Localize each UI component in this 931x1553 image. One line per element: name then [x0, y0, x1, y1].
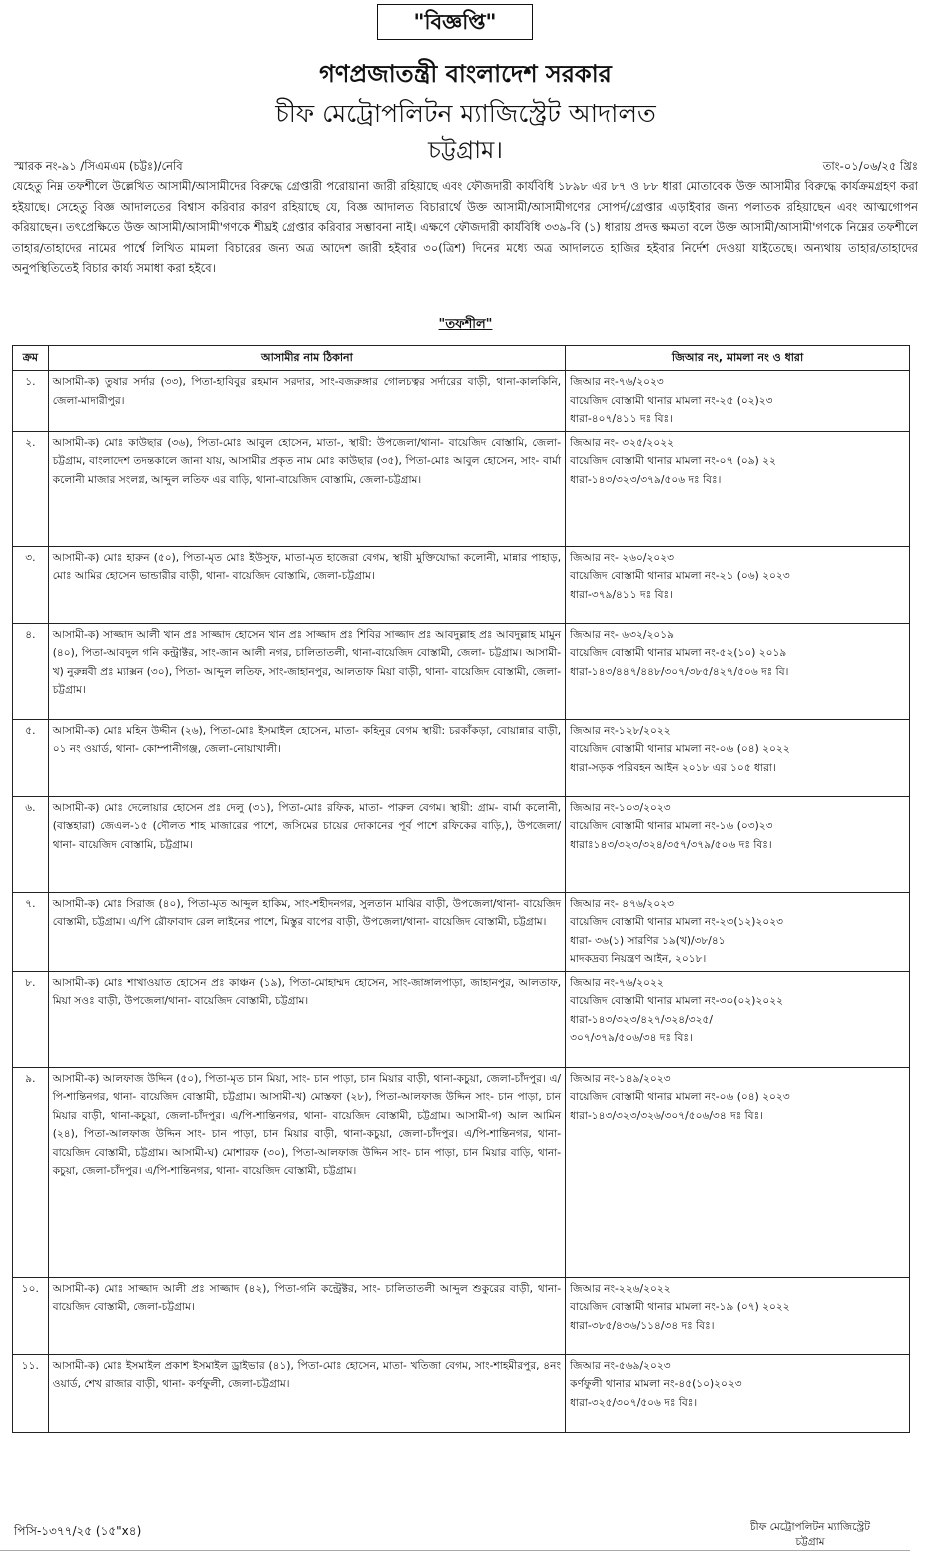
case-line: বায়েজিদ বোস্তামী থানার মামলা নং-০৬ (০৪) ২০২৩: [570, 1091, 790, 1103]
case-line: জিআর নং-১০৩/২০২৩: [570, 801, 671, 814]
case-line: বায়েজিদ বোস্তামী থানার মামলা নং-১৯ (০৭) ২০২২: [570, 1301, 790, 1313]
row-serial: ১০.: [13, 1277, 49, 1354]
row-serial: ১১.: [13, 1354, 49, 1432]
memo-date: তাং-০১/০৬/২৫ খ্রিঃ: [822, 159, 918, 173]
schedule-body: [13, 371, 910, 1433]
row-accused: আসামী-ক) মোঃ সিরাজ (৪০), পিতা-মৃত আব্দুল হাকিম, সাং-শহীদনগর, সুলতান মাঝির বাড়ী, উপজেলা/থানা- বায়েজিদ বোস্তামী, চট্টগ্রাম। এ/পি রৌফাবাদ রেল লাইনের পাশে, মিস্তুর বাপের বাড়ী, উপজেলা/থানা- বায়েজিদ বোস্তামী, চট্টগ্রাম।: [48, 892, 565, 971]
row-accused: আসামী-ক) মোঃ শাখাওয়াত হোসেন প্রঃ কাঞ্চন (১৯), পিতা-মোহাম্মদ হোসেন, সাং-জাঙ্গালপাড়া, জাহানপুর, আলতাফ, মিয়া সওঃ বাড়ী, উপজেলা/থানা- বায়েজিদ বোস্তামী, চট্টগ্রাম।: [48, 971, 565, 1067]
court-title: চীফ মেট্রোপলিটন ম্যাজিস্ট্রেট আদালত: [275, 99, 656, 128]
case-line: মাদকদ্রব্য নিয়ন্ত্রণ আইন, ২০১৮।: [570, 953, 707, 965]
row-accused: আসামী-ক) মোঃ কাউছার (৩৬), পিতা-মোঃ আবুল হোসেন, মাতা-, স্থায়ী: উপজেলা/থানা- বায়েজিদ বোস্তামি, জেলা-চট্টগ্রাম, বাংলাদেশ তদন্তকালে জানা যায়, আসামীর প্রকৃত নাম মোঃ কাউছার (৩৫), পিতা-মোঃ আবুল হোসেন, সাং- বার্মা কলোনী মাজার সংলগ্ন, আব্দুল লতিফ এর বাড়ি, থানা-বায়েজিদ বোস্তামি, জেলা-চট্টগ্রাম।: [48, 431, 565, 546]
row-accused: আসামী-ক) মোঃ দেলোয়ার হোসেন প্রঃ দেলু (৩১), পিতা-মোঃ রফিক, মাতা- পারুল বেগম। স্থায়ী: গ্রাম- বার্মা কলোনী, (বাস্তহারা) জেএল-১৫ (দৌলত শাহ মাজারের পাশে, জসিমের চায়ের দোকানের পূর্ব পাশে রফিকের বাড়ি,), উপজেলা/থানা- বায়েজিদ বোস্তামি, চট্টগ্রাম।: [48, 796, 565, 892]
case-line: জিআর নং-৭৬/২০২২: [570, 976, 664, 989]
table-row: [13, 719, 910, 796]
case-line: বায়েজিদ বোস্তামী থানার মামলা নং-০৭ (০৯) ২২: [570, 455, 776, 467]
signature-title: চীফ মেট্রোপলিটন ম্যাজিস্ট্রেট: [750, 1521, 870, 1533]
case-line: বায়েজিদ বোস্তামী থানার মামলা নং-৩০(০২)২০২২: [570, 995, 783, 1007]
case-line: জিআর নং-১২৮/২০২২: [570, 724, 671, 737]
case-line: জিআর নং-২২৬/২০২২: [570, 1282, 671, 1295]
case-line: ধারা-৩২৫/৩০৭/৫০৬ দঃ বিঃ।: [570, 1396, 698, 1409]
case-line: ধারা-১৪৩/৩২৩/৩৭৯/৫০৬ দঃ বিঃ।: [570, 473, 722, 486]
notice-body: যেহেতু নিম্ন তফশীলে উল্লেখিত আসামী/আসামীদের বিরুদ্ধে গ্রেপ্তারী পরোয়ানা জারী রহিয়াছে এবং ফৌজদারী কার্যবিধি ১৮৯৮ এর ৮৭ ও ৮৮ ধারা মোতাবেক উক্ত আসামীর বিরুদ্ধে কার্যক্রমগ্রহণ করা হইয়াছে। সেহেতু বিজ্ঞ আদালতের বিশ্বাস করিবার কারণ রহিয়াছে যে, বিজ্ঞ আদালত বিচারার্থে উক্ত আসামী/আসামীগণের সোপর্দ/গ্রেপ্তার এড়াইবার জন্য পলাতক রহিয়াছেন এবং আত্মগোপন করিয়াছেন। তৎপ্রেক্ষিতে উক্ত আসামী/আসামী'গণকে শীঘ্রই গ্রেপ্তার করিবার সম্ভাবনা নাই। এক্ষণে ফৌজদারী কার্যবিধি ৩৩৯-বি (১) ধারায় প্রদত্ত ক্ষমতা বলে উক্ত আসামী/আসামী'গণকে নিম্নের তফশীলে তাহার/তাহাদের নামের পার্শ্বে লিখিত মামলা বিচারের জন্য অত্র আদেশ জারী হইবার ৩০(ত্রিশ) দিনের মধ্যে অত্র আদালতে হাজির হইবার নির্দেশ দেওয়া যাইতেছে। অন্যথায় তাহার/তাহাদের অনুপস্থিতিতেই বিচার কার্য্য সমাধা করা হইবে।: [12, 179, 918, 275]
case-line: জিআর নং- ৪৭৬/২০২৩: [570, 897, 674, 910]
case-line: ধারা-৩৮৫/৪৩৬/১১৪/৩৪ দঃ বিঃ।: [570, 1319, 715, 1332]
row-serial: ৪.: [13, 623, 49, 719]
row-case-details: [566, 431, 910, 546]
case-line: বায়েজিদ বোস্তামী থানার মামলা নং-২৫ (০২)২৩: [570, 394, 773, 407]
case-line: জিআর নং-৭৬/২০২৩: [570, 376, 664, 388]
case-line: বায়েজিদ বোস্তামী থানার মামলা নং-০৬ (০৪) ২০২২: [570, 743, 790, 755]
table-row: [13, 1277, 910, 1354]
row-serial: ৯.: [13, 1067, 49, 1277]
row-accused: আসামী-ক) তুষার সর্দার (৩৩), পিতা-হাবিবুর রহমান সরদার, সাং-বজরুঙ্গার গোলচত্বর সর্দারের বাড়ী, থানা-কালকিনি, জেলা-মাদারীপুর।: [48, 371, 565, 432]
case-line: ধারা- ৩৬(১) সারণির ১৯(খ)/৩৮/৪১: [570, 934, 726, 947]
row-case-details: [566, 1277, 910, 1354]
row-case-details: [566, 719, 910, 796]
government-title: গণপ্রজাতন্ত্রী বাংলাদেশ সরকার: [319, 60, 612, 88]
table-header-row: [13, 346, 910, 371]
case-line: বায়েজিদ বোস্তামী থানার মামলা নং-২১ (০৬) ২০২৩: [570, 570, 790, 582]
case-line: বায়েজিদ বোস্তামী থানার মামলা নং-৫২(১০) ২০১৯: [570, 647, 787, 659]
header-accused: আসামীর নাম ঠিকানা: [48, 346, 565, 371]
pc-number: পিসি-১৩৭৭/২৫ (১৫"x৪): [14, 1524, 142, 1538]
table-row: [13, 971, 910, 1067]
row-accused: আসামী-ক) মোঃ সাজ্জাদ আলী প্রঃ সাজ্জাদ (৪২), পিতা-গনি কন্ট্রেক্টর, সাং- চালিতাতলী আব্দুল শুকুরের বাড়ী, থানা-বায়েজিদ বোস্তামী, জেলা-চট্টগ্রাম।: [48, 1277, 565, 1354]
case-line: জিআর নং-১৪৯/২০২৩: [570, 1072, 671, 1085]
case-line: জিআর নং-৫৬৯/২০২৩: [570, 1359, 671, 1372]
signature-block: [730, 1520, 890, 1550]
row-case-details: [566, 971, 910, 1067]
case-line: ধারা-সড়ক পরিবহন আইন ২০১৮ এর ১০৫ ধারা।: [570, 761, 776, 774]
case-line: ধারা-১৪৩/৪৪৭/৪৪৮/৩০৭/৩৮৫/৪২৭/৫০৬ দঃ বি।: [570, 665, 789, 678]
row-case-details: [566, 796, 910, 892]
row-accused: আসামী-ক) মোঃ মহিন উদ্দীন (২৬), পিতা-মোঃ ইসমাইল হোসেন, মাতা- কহিনুর বেগম স্থায়ী: চরকাঁকড়া, বোয়ান্নার বাড়ী, ০১ নং ওয়ার্ড, থানা- কোম্পানীগঞ্জ, জেলা-নোয়াখালী।: [48, 719, 565, 796]
case-line: জিআর নং- ৬৩২/২০১৯: [570, 628, 674, 641]
row-accused: আসামী-ক) মোঃ হারুন (৫০), পিতা-মৃত মোঃ ইউসুফ, মাতা-মৃত হাজেরা বেগম, স্থায়ী মুক্তিযোদ্ধা কলোনী, মান্নার পাহাড়, মোঃ আমির হোসেন ভান্ডারীর বাড়ী, থানা- বায়েজিদ বোস্তামি, জেলা-চট্টগ্রাম।: [48, 546, 565, 623]
row-accused: আসামী-ক) আলফাজ উদ্দিন (৫০), পিতা-মৃত চান মিয়া, সাং- চান পাড়া, চান মিয়ার বাড়ী, থানা-কচুয়া, জেলা-চাঁদপুর। এ/পি-শান্তিনগর, থানা- বায়েজিদ বোস্তামী, চট্টগ্রাম। আসামী-খ) মোস্তফা (২৮), পিতা-আলফাজ উদ্দিন সাং- চান পাড়া, চান মিয়ার বাড়ী, থানা-কচুয়া, জেলা-চাঁদপুর। এ/পি-শান্তিনগর, থানা- বায়েজিদ বোস্তামী, চট্টগ্রাম। আসামী-গ) আল আমিন (২৪), পিতা-আলফাজ উদ্দিন সাং- চান পাড়া, চান মিয়ার বাড়ী, থানা-কচুয়া, জেলা-চাঁদপুর। এ/পি-শান্তিনগর, থানা- বায়েজিদ বোস্তামী, চট্টগ্রাম। আসামী-ঘ) মোশারফ (৩০), পিতা-আলফাজ উদ্দিন সাং- চান পাড়া, চান মিয়ার বাড়ি, থানা-কচুয়া, জেলা-চাঁদপুর। এ/পি-শান্তিনগর, থানা- বায়েজিদ বোস্তামী, চট্টগ্রাম।: [48, 1067, 565, 1277]
case-line: বায়েজিদ বোস্তামী থানার মামলা নং-১৬ (০৩)২৩: [570, 820, 773, 832]
row-serial: ২.: [13, 431, 49, 546]
case-line: ধারাঃ১৪৩/৩২৩/৩২৪/৩৫৭/৩৭৯/৫০৬ দঃ বিঃ।: [570, 838, 772, 851]
row-serial: ৮.: [13, 971, 49, 1067]
row-serial: ৩.: [13, 546, 49, 623]
row-case-details: [566, 546, 910, 623]
notice-label: "বিজ্ঞপ্তি": [377, 4, 533, 40]
case-line: ধারা-৪০৭/৪১১ দঃ বিঃ।: [570, 413, 673, 425]
city-title: চট্টগ্রাম।: [428, 136, 503, 164]
row-case-details: [566, 623, 910, 719]
case-line: জিআর নং- ৩২৫/২০২২: [570, 436, 674, 449]
row-serial: ১.: [13, 371, 49, 432]
table-row: [13, 1354, 910, 1432]
memo-number: স্মারক নং-৯১ /সিএমএম (চট্টঃ)/নেবি: [14, 159, 183, 173]
schedule-title: "তফশীল": [438, 317, 493, 332]
row-case-details: [566, 1354, 910, 1432]
header-case: জিআর নং, মামলা নং ও ধারা: [566, 346, 910, 371]
case-line: ধারা-১৪৩/৩২৩/৩২৬/৩০৭/৫০৬/৩৪ দঃ বিঃ।: [570, 1109, 764, 1122]
row-serial: ৫.: [13, 719, 49, 796]
row-accused: আসামী-ক) সাজ্জাদ আলী খান প্রঃ সাজ্জাদ হোসেন খান প্রঃ সাজ্জাদ প্রঃ শিবির সাজ্জাদ প্রঃ আবদুল্লাহ প্রঃ আবদুল্লাহ মামুন (৪০), পিতা-আবদুল গনি কন্ট্রাক্টর, সাং-জান আলী নগর, চালিতাতলী, থানা-বায়েজিদ বোস্তামী, জেলা- চট্টগ্রাম। আসামী-খ) নুরুন্নবী প্রঃ ম্যাক্সন (৩০), পিতা- আব্দুল লতিফ, সাং-জাহানপুর, আলতাফ মিয়া বাড়ী, থানা- বায়েজিদ বোস্তামী, জেলা-চট্টগ্রাম।: [48, 623, 565, 719]
row-serial: ৬.: [13, 796, 49, 892]
case-line: জিআর নং- ২৬০/২০২৩: [570, 551, 674, 564]
table-row: [13, 623, 910, 719]
case-line: কর্ণফুলী থানার মামলা নং-৪৫(১০)২০২৩: [570, 1378, 742, 1390]
table-row: [13, 796, 910, 892]
case-line: ধারা-১৪৩/৩২৩/৪২৭/৩২৪/৩২৫/: [570, 1013, 713, 1026]
header-serial: ক্রম: [13, 346, 49, 371]
row-case-details: [566, 892, 910, 971]
table-row: [13, 431, 910, 546]
case-line: ধারা-৩৭৯/৪১১ দঃ বিঃ।: [570, 588, 673, 601]
table-row: [13, 892, 910, 971]
case-line: ৩০৭/৩৭৯/৫০৬/৩৪ দঃ বিঃ।: [570, 1032, 693, 1044]
row-case-details: [566, 371, 910, 432]
table-row: [13, 546, 910, 623]
row-serial: ৭.: [13, 892, 49, 971]
table-row: [13, 371, 910, 432]
bottom-divider: [0, 1550, 910, 1551]
signature-city: চট্টগ্রাম: [795, 1536, 825, 1548]
row-accused: আসামী-ক) মোঃ ইসমাইল প্রকাশ ইসমাইল ড্রাইভার (৪১), পিতা-মোঃ হোসেন, মাতা- খতিজা বেগম, সাং-শাহমীরপুর, ৪নং ওয়ার্ড, শেখ রাজার বাড়ী, থানা- কর্ণফুলী, জেলা-চট্টগ্রাম।: [48, 1354, 565, 1432]
table-row: [13, 1067, 910, 1277]
schedule-table: [12, 345, 910, 1433]
case-line: বায়েজিদ বোস্তামী থানার মামলা নং-২৩(১২)২০২৩: [570, 916, 783, 928]
row-case-details: [566, 1067, 910, 1277]
